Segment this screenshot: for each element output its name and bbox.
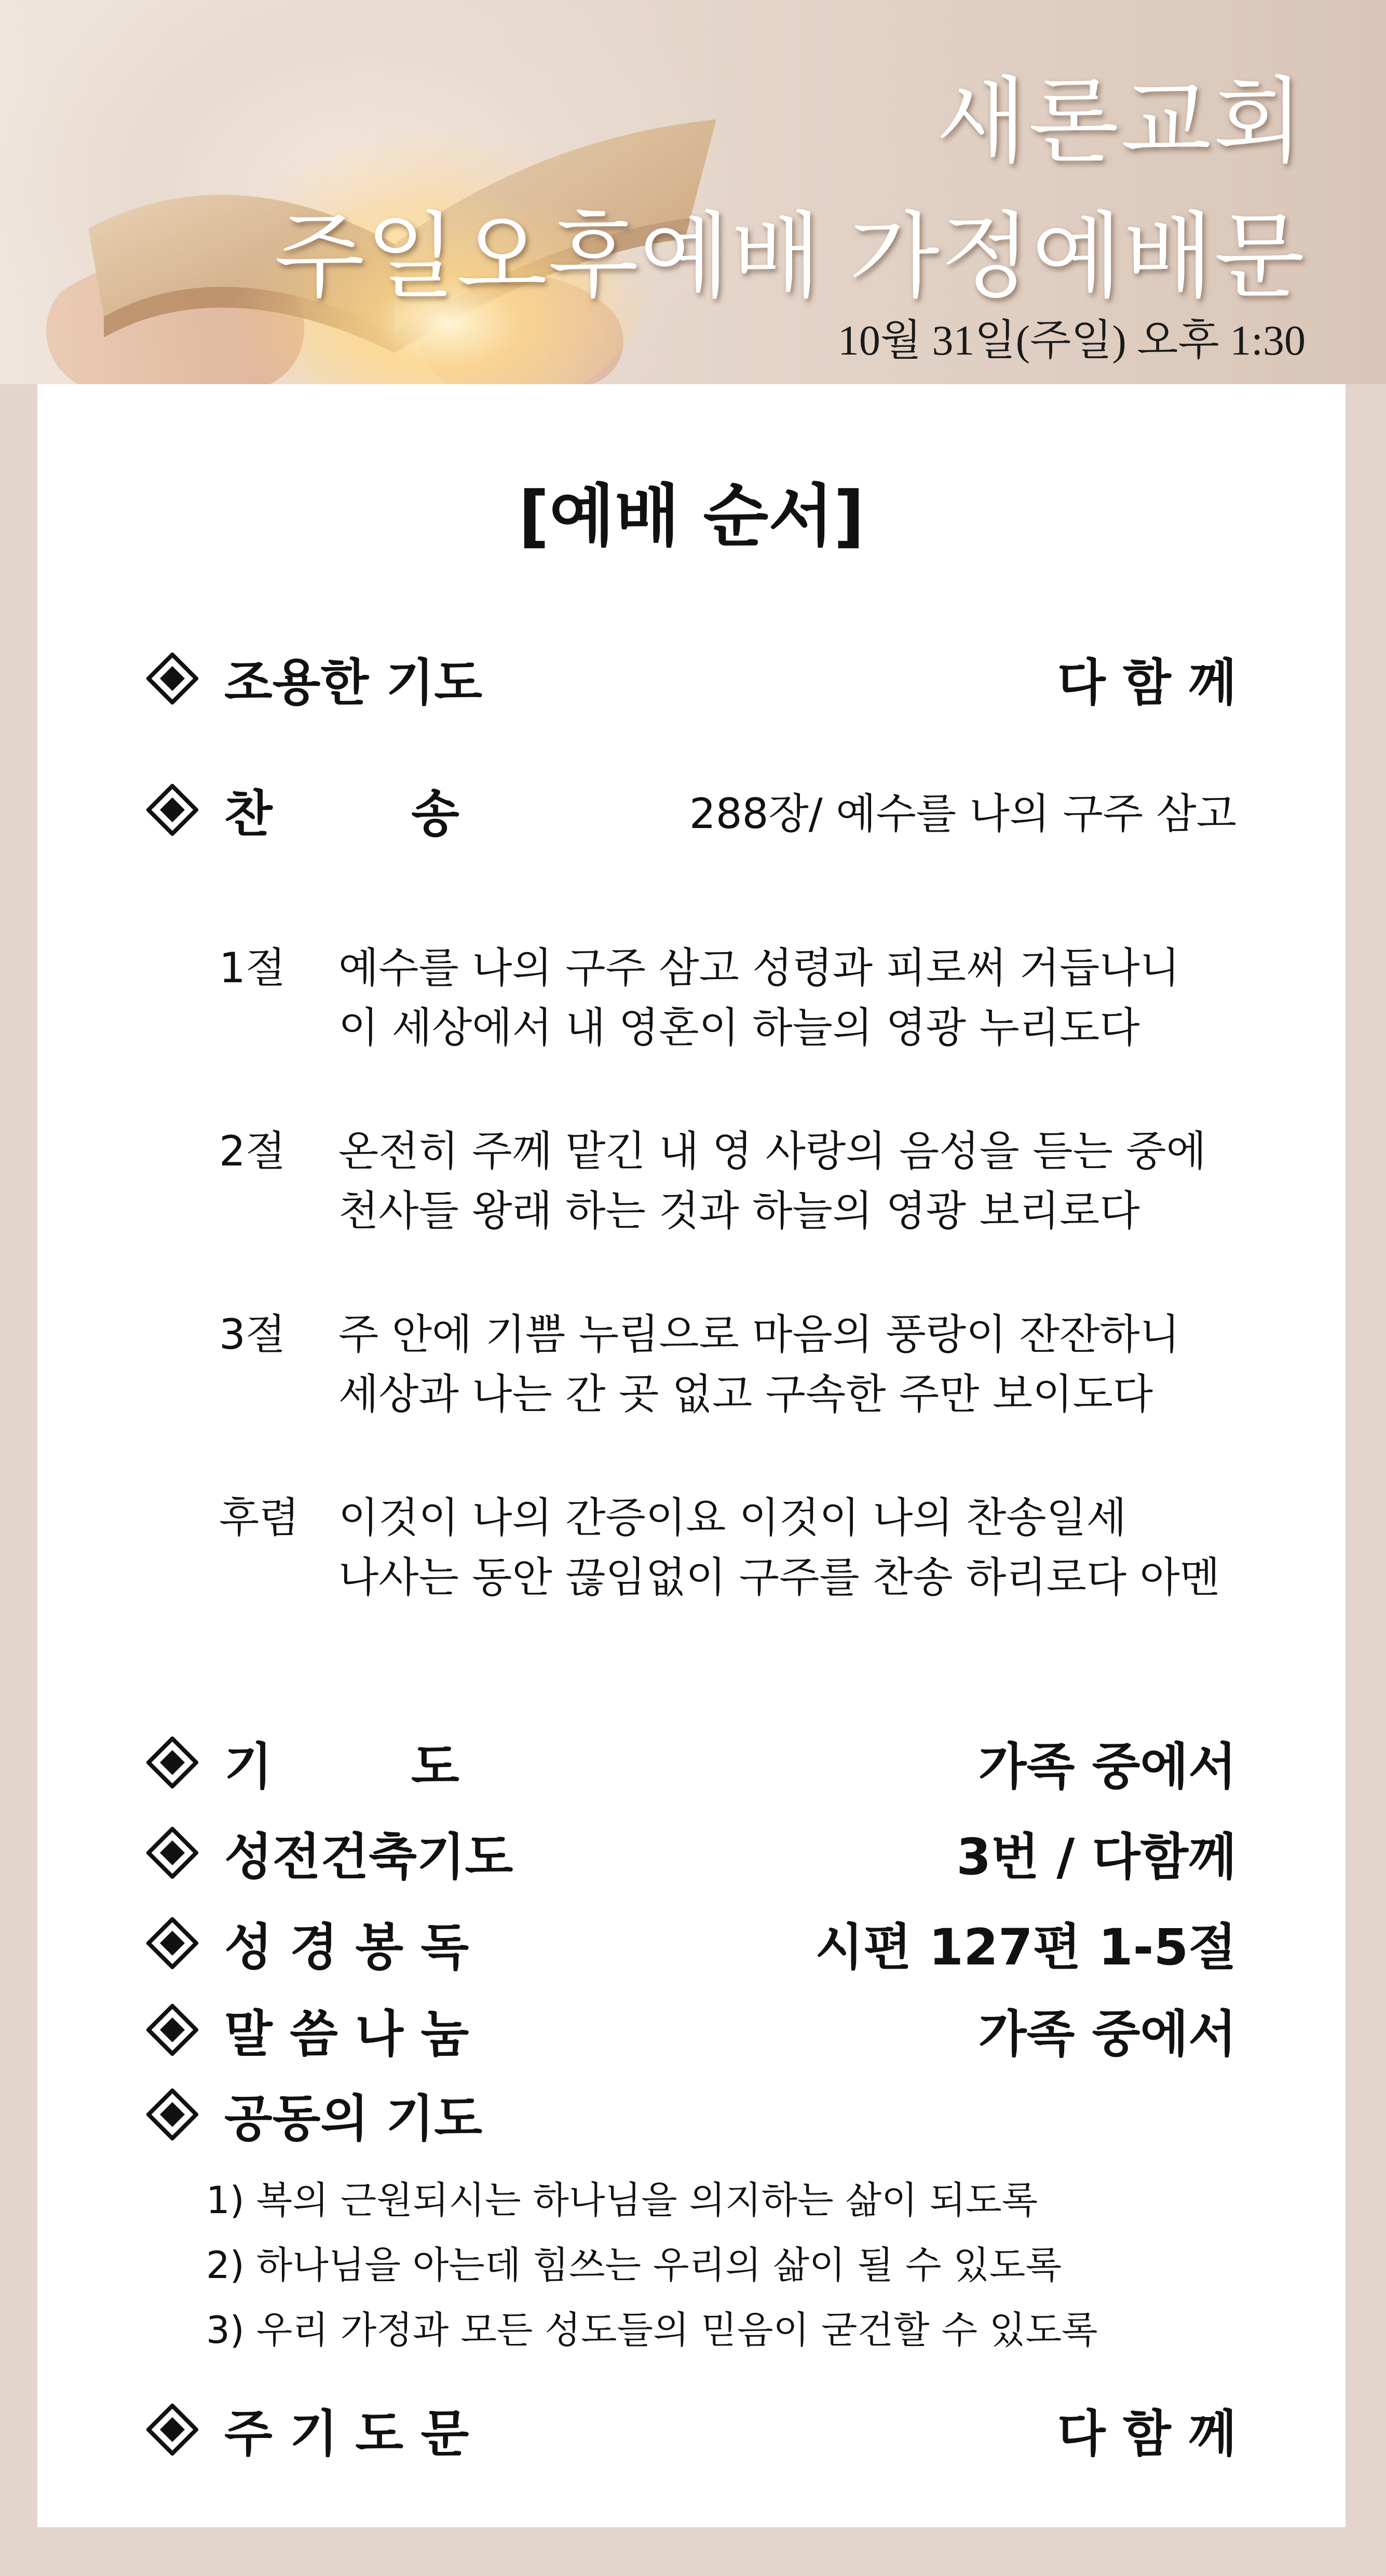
order-item-label: 공동의 기도 <box>224 2089 483 2148</box>
worship-order-card <box>37 384 1346 2527</box>
order-item-label: 성 경 봉 독 <box>224 1918 469 1976</box>
order-item-label: 말 씀 나 눔 <box>224 2004 469 2063</box>
order-item-label: 성전건축기도 <box>224 1827 513 1886</box>
common-prayer-item: 1) 복의 근원되시는 하나님을 의지하는 삶이 되도록 <box>206 2178 1038 2222</box>
order-item-silent-prayer <box>146 642 1236 715</box>
diamond-bullet-icon <box>146 2089 198 2140</box>
diamond-bullet-icon <box>146 784 198 836</box>
verse-line: 천사들 왕래 하는 것과 하늘의 영광 보리로다 <box>338 1187 1140 1235</box>
order-item-value: 288장/ 예수를 나의 구주 삼고 <box>689 789 1236 838</box>
verse-number: 후렴 <box>219 1494 300 1542</box>
service-datetime: 10월 31일(주일) 오후 1:30 <box>837 317 1306 364</box>
verse-line: 나사는 동안 끊임없이 구주를 찬송 하리로다 아멘 <box>338 1553 1220 1602</box>
order-item-value: 시편 127편 1-5절 <box>815 1918 1236 1976</box>
verse-line: 세상과 나는 간 곳 없고 구속한 주만 보이도다 <box>338 1370 1153 1418</box>
order-item-hymn <box>146 774 1236 846</box>
diamond-bullet-icon <box>146 1737 198 1788</box>
order-item-word-sharing <box>146 1994 1236 2066</box>
order-item-temple-prayer <box>146 1816 1236 1889</box>
diamond-bullet-icon <box>146 653 198 704</box>
service-title: 주일오후예배 가정예배문 <box>274 205 1306 309</box>
order-item-value: 가족 중에서 <box>978 1737 1236 1796</box>
church-name: 새론교회 <box>936 70 1306 174</box>
order-item-value: 다 함 께 <box>1057 653 1236 712</box>
verse-number: 3절 <box>219 1310 286 1359</box>
verse-number: 1절 <box>219 944 286 992</box>
verse-line: 온전히 주께 맡긴 내 영 사랑의 음성을 듣는 중에 <box>338 1127 1206 1175</box>
order-item-lords-prayer <box>146 2393 1236 2466</box>
order-item-label: 찬 송 <box>224 784 459 843</box>
order-item-scripture-reading <box>146 1907 1236 1980</box>
order-item-value: 다 함 께 <box>1057 2404 1236 2463</box>
verse-line: 주 안에 기쁨 누림으로 마음의 풍랑이 잔잔하니 <box>338 1310 1180 1359</box>
diamond-bullet-icon <box>146 2404 198 2456</box>
order-item-label: 조용한 기도 <box>224 653 483 712</box>
order-item-label: 기 도 <box>224 1737 459 1796</box>
verse-number: 2절 <box>219 1127 286 1175</box>
header-banner <box>0 0 1386 384</box>
diamond-bullet-icon <box>146 1827 198 1879</box>
verse-line: 이 세상에서 내 영혼이 하늘의 영광 누리도다 <box>338 1004 1140 1052</box>
verse-line: 이것이 나의 간증이요 이것이 나의 찬송일세 <box>338 1494 1127 1542</box>
order-item-common-prayer <box>146 2078 1236 2151</box>
order-title: [예배 순서] <box>518 477 865 555</box>
order-item-label: 주 기 도 문 <box>224 2404 469 2463</box>
order-item-value: 3번 / 다함께 <box>956 1827 1236 1886</box>
order-item-prayer <box>146 1726 1236 1799</box>
diamond-bullet-icon <box>146 2004 198 2056</box>
common-prayer-item: 2) 하나님을 아는데 힘쓰는 우리의 삶이 될 수 있도록 <box>206 2243 1062 2287</box>
diamond-bullet-icon <box>146 1917 198 1969</box>
order-item-value: 가족 중에서 <box>978 2004 1236 2063</box>
verse-line: 예수를 나의 구주 삼고 성령과 피로써 거듭나니 <box>338 944 1180 992</box>
common-prayer-item: 3) 우리 가정과 모든 성도들의 믿음이 굳건할 수 있도록 <box>206 2308 1098 2352</box>
